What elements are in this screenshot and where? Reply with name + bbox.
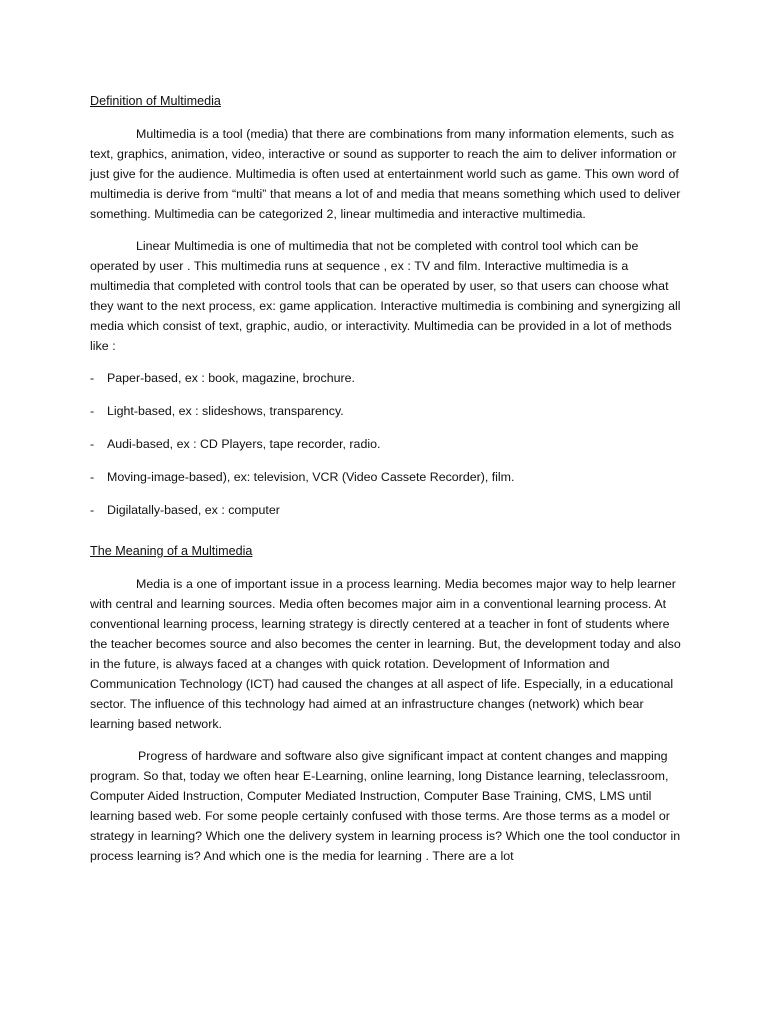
list-dash-marker: - <box>90 370 95 385</box>
list-dash-marker: - <box>90 404 95 419</box>
list-item-text: Paper-based, ex : book, magazine, brochure. <box>107 370 355 385</box>
section-heading-meaning: The Meaning of a Multimedia <box>90 544 253 559</box>
paragraph-definition-2: Linear Multimedia is one of multimedia that not be completed with control tool which can be operated by user . This multimedia runs at sequence , ex : TV and film. Interactive multimedia is a multimedia that completed with control tools that can be operated by user, so that users can choose what they want to the next process, ex: game application. Interactive multimedia is combining and synergizing all media which consist of text, graphic, audio, or interactivity. Multimedia can be provided in a lot of methods like : <box>90 239 681 353</box>
list-item <box>90 369 682 389</box>
list-item <box>90 468 682 488</box>
list-item-text: Moving-image-based), ex: television, VCR (Video Cassete Recorder), film. <box>107 470 515 485</box>
list-item-text: Audi-based, ex : CD Players, tape recorder, radio. <box>107 437 381 452</box>
list-item-text: Digilatally-based, ex : computer <box>107 503 280 518</box>
document-page <box>90 92 682 879</box>
list-dash-marker: - <box>90 503 95 518</box>
list-dash-marker: - <box>90 470 95 485</box>
list-item <box>90 501 682 521</box>
paragraph-meaning-1: Media is a one of important issue in a process learning. Media becomes major way to help learner with central and learning sources. Media often becomes major aim in a conventional learning process. At conventional learning process, learning strategy is directly centered at a teacher in font of students where the teacher becomes source and also becomes the center in learning. But, the development today and also in the future, is always faced at a changes with quick rotation. Development of Information and Communication Technology (ICT) had caused the changes at all aspect of life. Especially, in a educational sector. The influence of this technology had aimed at an infrastructure changes (network) which bear learning based network. <box>90 577 681 731</box>
list-item-text: Light-based, ex : slideshows, transparency. <box>107 404 344 419</box>
media-methods-list <box>90 369 682 521</box>
list-item <box>90 435 682 455</box>
section-heading-definition: Definition of Multimedia <box>90 94 221 108</box>
list-item <box>90 402 682 422</box>
paragraph-meaning-2: Progress of hardware and software also give significant impact at content changes and mapping program. So that, today we often hear E-Learning, online learning, long Distance learning, teleclassroom, Computer Aided Instruction, Computer Mediated Instruction, Computer Base Training, CMS, LMS until learning based web. For some people certainly confused with those terms. Are those terms as a model or strategy in learning? Which one the delivery system in learning process is? Which one the tool conductor in process learning is? And which one is the media for learning . There are a lot <box>90 749 681 863</box>
list-dash-marker: - <box>90 437 95 452</box>
paragraph-definition-1: Multimedia is a tool (media) that there are combinations from many information elements, such as text, graphics, animation, video, interactive or sound as supporter to reach the aim to deliver information or just give for the audience. Multimedia is often used at entertainment world such as game. This own word of multimedia is derive from “multi” that means a lot of and media that means something which used to deliver something. Multimedia can be categorized 2, linear multimedia and interactive multimedia. <box>90 127 681 221</box>
